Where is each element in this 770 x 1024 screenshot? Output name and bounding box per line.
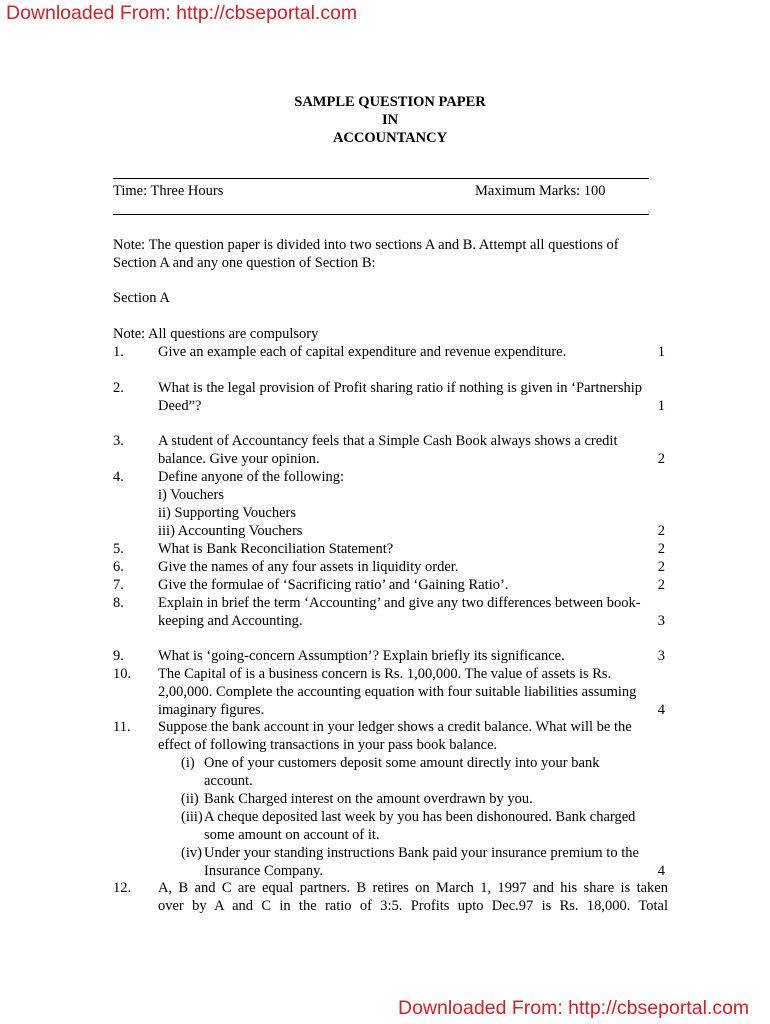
question-number: 6. [113,559,124,575]
subitem-label: (iii) [181,809,203,825]
subitem-label: (i) [181,755,195,771]
question-text: Explain in brief the term ‘Accounting’ and give any two differences between book- [158,595,641,611]
subitem-text: some amount on account of it. [204,827,380,843]
question-text: balance. Give your opinion. [158,451,320,467]
question-marks: 1 [657,344,665,360]
title-line-3: ACCOUNTANCY [332,130,448,146]
subitem-text: One of your customers deposit some amount directly into your bank [204,755,600,771]
question-number: 5. [113,541,124,557]
question-number: 9. [113,648,124,664]
watermark-bottom: Downloaded From: http://cbseportal.com [398,997,750,1019]
question-text: Give the names of any four assets in liquidity order. [158,559,459,575]
subitem-text: A cheque deposited last week by you has been dishonoured. Bank charged [204,809,636,825]
title-line-2: IN [381,112,399,128]
question-text: Define anyone of the following: [158,469,345,485]
general-note-line-2: Section A and any one question of Section B: [113,255,376,271]
watermark-top: Downloaded From: http://cbseportal.com [6,2,358,24]
question-text: 2,00,000. Complete the accounting equation with four suitable liabilities assuming [158,684,637,700]
question-number: 4. [113,469,124,485]
question-text: What is Bank Reconciliation Statement? [158,541,394,557]
question-marks: 1 [657,398,665,414]
question-text: keeping and Accounting. [158,613,303,629]
subitem-text: account. [204,773,253,789]
question-marks: 4 [657,863,665,879]
question-marks: 2 [657,451,665,467]
section-heading: Section A [113,290,170,306]
question-marks: 2 [657,577,665,593]
general-note-line-1: Note: The question paper is divided into two sections A and B. Attempt all questions of [113,237,619,253]
subitem-label: (iv) [181,845,202,861]
divider-top [113,178,649,179]
question-text: The Capital of is a business concern is Rs. 1,00,000. The value of assets is Rs. [158,666,612,682]
question-number: 11. [113,719,131,735]
question-text: What is the legal provision of Profit sharing ratio if nothing is given in ‘Partnership [158,380,643,396]
divider-bottom [113,214,649,215]
question-number: 1. [113,344,124,360]
question-text: effect of following transactions in your pass book balance. [158,737,498,753]
question-number: 8. [113,595,124,611]
question-number: 2. [113,380,124,396]
question-option: iii) Accounting Vouchers [158,523,303,539]
maximum-marks: Maximum Marks: 100 [475,183,606,199]
question-text: Give the formulae of ‘Sacrificing ratio’ and ‘Gaining Ratio’. [158,577,509,593]
question-marks: 2 [657,541,665,557]
subitem-text: Insurance Company. [204,863,324,879]
question-marks: 4 [657,702,665,718]
question-text: What is ‘going-concern Assumption’? Explain briefly its significance. [158,648,565,664]
question-number: 12. [113,880,132,896]
question-text: Give an example each of capital expenditure and revenue expenditure. [158,344,567,360]
question-option: i) Vouchers [158,487,224,503]
question-marks: 2 [657,523,665,539]
question-number: 10. [113,666,132,682]
question-text: Deed”? [158,398,202,414]
question-marks: 2 [657,559,665,575]
subitem-label: (ii) [181,791,199,807]
time-allowed: Time: Three Hours [113,183,224,199]
subitem-text: Bank Charged interest on the amount overdrawn by you. [204,791,533,807]
subitem-text: Under your standing instructions Bank paid your insurance premium to the [204,845,639,861]
question-text: Suppose the bank account in your ledger shows a credit balance. What will be the [158,719,632,735]
question-option: ii) Supporting Vouchers [158,505,297,521]
question-text: imaginary figures. [158,702,265,718]
question-text: A, B and C are equal partners. B retires on March 1, 1997 and his share is taken [158,880,668,896]
title-line-1: SAMPLE QUESTION PAPER [294,94,486,110]
question-marks: 3 [657,648,665,664]
section-note: Note: All questions are compulsory [113,326,319,342]
question-number: 3. [113,433,124,449]
question-text: A student of Accountancy feels that a Simple Cash Book always shows a credit [158,433,618,449]
question-number: 7. [113,577,124,593]
question-marks: 3 [657,613,665,629]
question-text: over by A and C in the ratio of 3:5. Profits upto Dec.97 is Rs. 18,000. Total [158,898,668,914]
